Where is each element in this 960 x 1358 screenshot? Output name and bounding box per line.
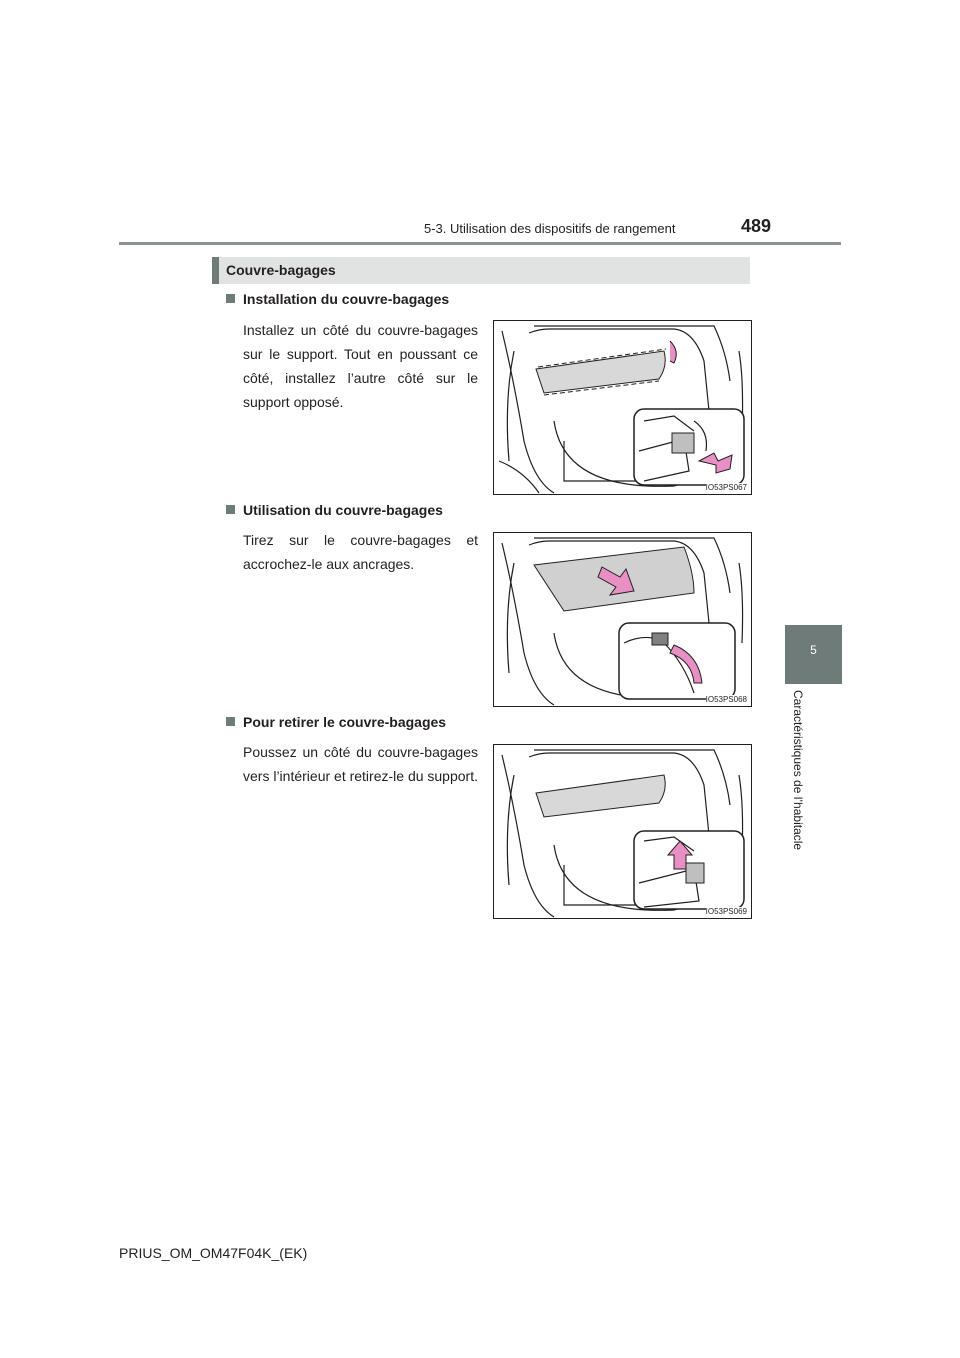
- subheading-text: Pour retirer le couvre-bagages: [243, 714, 447, 730]
- arrow-icon: [670, 341, 676, 363]
- instruction-paragraph: Poussez un côté du couvre-bagages vers l’intérieur et retirez-le du support.: [243, 744, 478, 784]
- chapter-title: Caractéristiques de l’habitacle: [791, 690, 805, 851]
- square-bullet-icon: [226, 717, 235, 726]
- page-number: 489: [741, 216, 772, 236]
- trunk-illustration: [494, 533, 751, 706]
- instruction-paragraph: Tirez sur le couvre-bagages et accrochez-le aux ancrages.: [243, 532, 478, 572]
- figure-remove-cover: [493, 744, 752, 919]
- chapter-number: 5: [810, 643, 817, 657]
- figure-install-cover: [493, 320, 752, 495]
- subheading-retirer: [226, 714, 446, 730]
- trunk-illustration: [494, 745, 751, 918]
- section-heading-accent: [212, 257, 219, 284]
- trunk-illustration: [494, 321, 751, 494]
- subheading-installation: [226, 291, 449, 307]
- figure-code: IO53PS068: [705, 695, 747, 704]
- detail-inset: [619, 623, 735, 699]
- figure-code: IO53PS069: [705, 907, 747, 916]
- square-bullet-icon: [226, 505, 235, 514]
- figure-use-cover: [493, 532, 752, 707]
- running-header-section: 5-3. Utilisation des dispositifs de rangement: [424, 221, 676, 236]
- subheading-text: Installation du couvre-bagages: [243, 291, 450, 307]
- subheading-text: Utilisation du couvre-bagages: [243, 502, 443, 518]
- instruction-paragraph: Installez un côté du couvre-bagages sur le support. Tout en poussant ce côté, installez l’autre côté sur le support opposé.: [243, 322, 478, 410]
- manual-id-footer: PRIUS_OM_OM47F04K_(EK): [119, 1245, 308, 1261]
- figure-code: IO53PS067: [705, 483, 747, 492]
- subheading-utilisation: [226, 502, 443, 518]
- section-title: Couvre-bagages: [226, 262, 336, 278]
- square-bullet-icon: [226, 294, 235, 303]
- header-rule: [119, 242, 841, 245]
